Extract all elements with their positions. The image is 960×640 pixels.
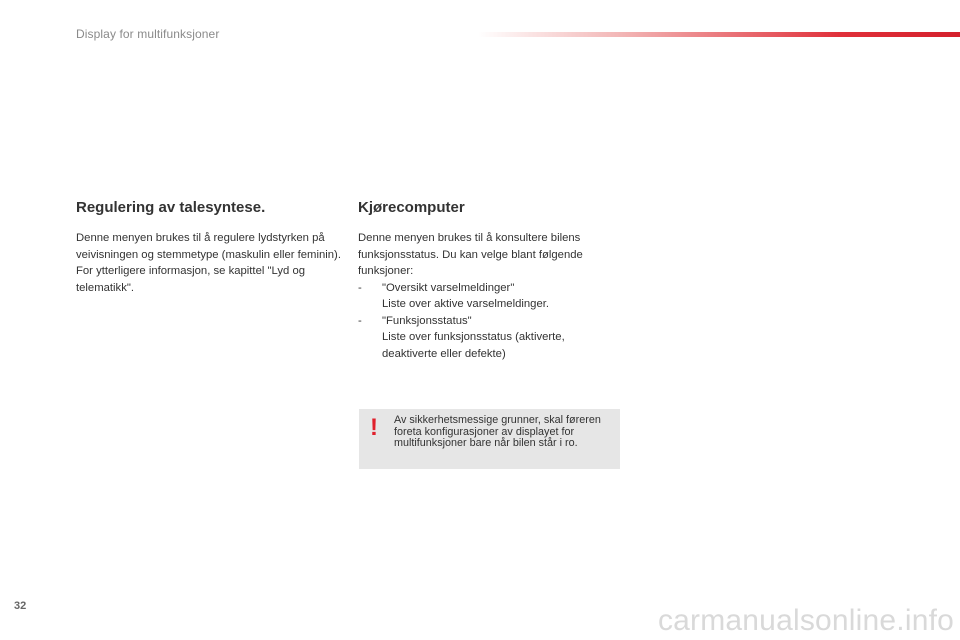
warning-text: Av sikkerhetsmessige grunner, skal føreren foreta konfigurasjoner av displayet for multifunksjoner bare når bilen står i ro. <box>394 414 601 450</box>
list-dash: - <box>358 314 362 327</box>
list-item-description: Liste over funksjonsstatus (aktiverte, deaktiverte eller defekte) <box>382 331 565 360</box>
warning-box <box>359 409 620 469</box>
section-kjorecomputer <box>358 198 620 362</box>
section-heading-talesyntese: Regulering av talesyntese. <box>76 199 266 216</box>
list-item-title: "Oversikt varselmeldinger" <box>382 281 515 294</box>
page-number: 32 <box>14 600 27 612</box>
list-item <box>358 313 620 363</box>
section-heading-kjorecomputer: Kjørecomputer <box>358 199 465 216</box>
list-dash: - <box>358 281 362 294</box>
function-list <box>358 280 620 363</box>
page-header-title: Display for multifunksjoner <box>76 27 220 41</box>
exclamation-icon: ! <box>370 414 378 441</box>
list-item-title: "Funksjonsstatus" <box>382 314 472 327</box>
header-accent-bar <box>478 32 960 37</box>
talesyntese-paragraph-1: Denne menyen brukes til å regulere lydstyrken på veivisningen og stemmetype (maskulin eller feminin). <box>76 232 341 261</box>
section-talesyntese <box>76 198 341 296</box>
list-item <box>358 280 620 313</box>
talesyntese-paragraph-2: For ytterligere informasjon, se kapittel "Lyd og telematikk". <box>76 265 306 294</box>
watermark-text: carmanualsonline.info <box>657 604 954 637</box>
kjorecomputer-intro: Denne menyen brukes til å konsultere bilens funksjonsstatus. Du kan velge blant følgende funksjoner: <box>358 232 583 277</box>
list-item-description: Liste over aktive varselmeldinger. <box>382 298 550 310</box>
